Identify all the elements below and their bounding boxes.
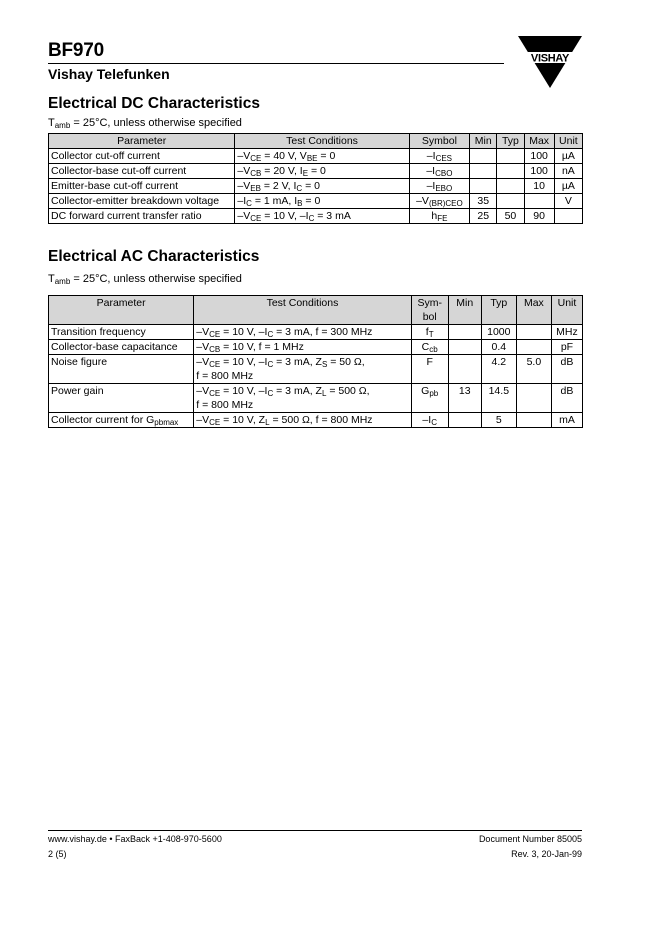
unit-cell: dB: [551, 384, 582, 413]
unit-cell: mA: [551, 413, 582, 428]
column-header: Typ: [497, 134, 524, 149]
table-row: [49, 149, 583, 164]
column-header: Symbol: [409, 134, 469, 149]
test-condition-cell: $-V_{EB} = 2$ V, $I_C = 0$: [235, 179, 409, 194]
footer-rule: [48, 830, 582, 831]
column-header: Unit: [554, 134, 582, 149]
typ-cell: [497, 164, 524, 179]
max-cell: [516, 384, 551, 413]
column-header: Max: [516, 296, 551, 325]
company-name: Vishay Telefunken: [48, 66, 170, 82]
parameter-cell: Collector current for $G_{pbmax}$: [49, 413, 194, 428]
test-condition-cell: $-V_{CE} = 10$ V, $-I_C = 3$ mA, $Z_S = 50$ Ω, f = 800 MHz: [194, 355, 411, 384]
typ-cell: 5: [481, 413, 516, 428]
test-condition-cell: $-V_{CE} = 10$ V, $-I_C = 3$ mA: [235, 209, 409, 224]
min-cell: [470, 149, 497, 164]
max-cell: 5.0: [516, 355, 551, 384]
table-row: [49, 413, 583, 428]
typ-cell: [497, 149, 524, 164]
typ-cell: 50: [497, 209, 524, 224]
min-cell: [448, 325, 481, 340]
parameter-cell: Collector-emitter breakdown voltage: [49, 194, 235, 209]
typ-cell: 14.5: [481, 384, 516, 413]
unit-cell: µA: [554, 179, 582, 194]
max-cell: 100: [524, 164, 554, 179]
table-row: [49, 355, 583, 384]
table-row: [49, 340, 583, 355]
max-cell: [516, 340, 551, 355]
column-header: Parameter: [49, 134, 235, 149]
test-condition-cell: $-V_{CE} = 10$ V, $Z_L = 500$ Ω, f = 800 MHz: [194, 413, 411, 428]
symbol-cell: $h_{FE}$: [409, 209, 469, 224]
column-header: Min: [470, 134, 497, 149]
unit-cell: pF: [551, 340, 582, 355]
test-condition-cell: $-V_{CE} = 10$ V, $-I_C = 3$ mA, f = 300 MHz: [194, 325, 411, 340]
typ-cell: 4.2: [481, 355, 516, 384]
test-condition-cell: $-V_{CE} = 40$ V, $V_{BE} = 0$: [235, 149, 409, 164]
max-cell: 100: [524, 149, 554, 164]
table-row: [49, 194, 583, 209]
symbol-cell: $G_{pb}$: [411, 384, 448, 413]
table-row: [49, 384, 583, 413]
typ-cell: 0.4: [481, 340, 516, 355]
column-header: Unit: [551, 296, 582, 325]
max-cell: [516, 413, 551, 428]
table-row: [49, 164, 583, 179]
test-condition-cell: $-I_C = 1$ mA, $I_B = 0$: [235, 194, 409, 209]
symbol-cell: $-I_C$: [411, 413, 448, 428]
header-rule: [48, 63, 504, 64]
unit-cell: dB: [551, 355, 582, 384]
symbol-cell: $C_{cb}$: [411, 340, 448, 355]
test-condition-cell: $-V_{CE} = 10$ V, $-I_C = 3$ mA, $Z_L = 500$ Ω, f = 800 MHz: [194, 384, 411, 413]
unit-cell: V: [554, 194, 582, 209]
max-cell: [524, 194, 554, 209]
parameter-cell: DC forward current transfer ratio: [49, 209, 235, 224]
min-cell: [448, 355, 481, 384]
footer-website: www.vishay.de • FaxBack +1-408-970-5600: [48, 834, 222, 844]
column-header: Sym- bol: [411, 296, 448, 325]
table-row: [49, 325, 583, 340]
symbol-cell: $f_T$: [411, 325, 448, 340]
column-header: Min: [448, 296, 481, 325]
symbol-cell: F: [411, 355, 448, 384]
footer-doc-number: Document Number 85005: [478, 834, 582, 844]
parameter-cell: Collector-base capacitance: [49, 340, 194, 355]
unit-cell: µA: [554, 149, 582, 164]
ac-characteristics-table: [48, 295, 583, 428]
typ-cell: [497, 194, 524, 209]
dc-condition: $T_{amb} = 25^\circ C$, unless otherwise specified: [48, 117, 242, 130]
table-row: [49, 209, 583, 224]
dc-title: Electrical DC Characteristics: [48, 95, 260, 112]
min-cell: [448, 413, 481, 428]
vishay-logo: [514, 32, 586, 88]
typ-cell: 1000: [481, 325, 516, 340]
column-header: Typ: [481, 296, 516, 325]
max-cell: 10: [524, 179, 554, 194]
logo-text: VISHAY: [530, 52, 570, 65]
column-header: Test Conditions: [194, 296, 411, 325]
parameter-cell: Emitter-base cut-off current: [49, 179, 235, 194]
max-cell: 90: [524, 209, 554, 224]
ac-title: Electrical AC Characteristics: [48, 248, 260, 265]
max-cell: [516, 325, 551, 340]
min-cell: [470, 179, 497, 194]
typ-cell: [497, 179, 524, 194]
symbol-cell: $-V_{(BR)CEO}$: [409, 194, 469, 209]
unit-cell: MHz: [551, 325, 582, 340]
symbol-cell: $-I_{EBO}$: [409, 179, 469, 194]
column-header: Test Conditions: [235, 134, 409, 149]
unit-cell: nA: [554, 164, 582, 179]
min-cell: 25: [470, 209, 497, 224]
unit-cell: [554, 209, 582, 224]
footer-revision: Rev. 3, 20-Jan-99: [511, 849, 582, 859]
test-condition-cell: $-V_{CB} = 20$ V, $I_E = 0$: [235, 164, 409, 179]
footer-page: 2 (5): [48, 849, 67, 859]
test-condition-cell: $-V_{CB} = 10$ V, f = 1 MHz: [194, 340, 411, 355]
symbol-cell: $-I_{CBO}$: [409, 164, 469, 179]
column-header: Max: [524, 134, 554, 149]
parameter-cell: Transition frequency: [49, 325, 194, 340]
table-row: [49, 179, 583, 194]
parameter-cell: Collector-base cut-off current: [49, 164, 235, 179]
min-cell: 13: [448, 384, 481, 413]
parameter-cell: Power gain: [49, 384, 194, 413]
min-cell: [448, 340, 481, 355]
dc-characteristics-table: [48, 133, 583, 224]
ac-condition: $T_{amb} = 25^\circ C$, unless otherwise specified: [48, 273, 242, 286]
part-number: BF970: [48, 40, 105, 61]
parameter-cell: Noise figure: [49, 355, 194, 384]
parameter-cell: Collector cut-off current: [49, 149, 235, 164]
min-cell: [470, 164, 497, 179]
symbol-cell: $-I_{CES}$: [409, 149, 469, 164]
min-cell: 35: [470, 194, 497, 209]
column-header: Parameter: [49, 296, 194, 325]
